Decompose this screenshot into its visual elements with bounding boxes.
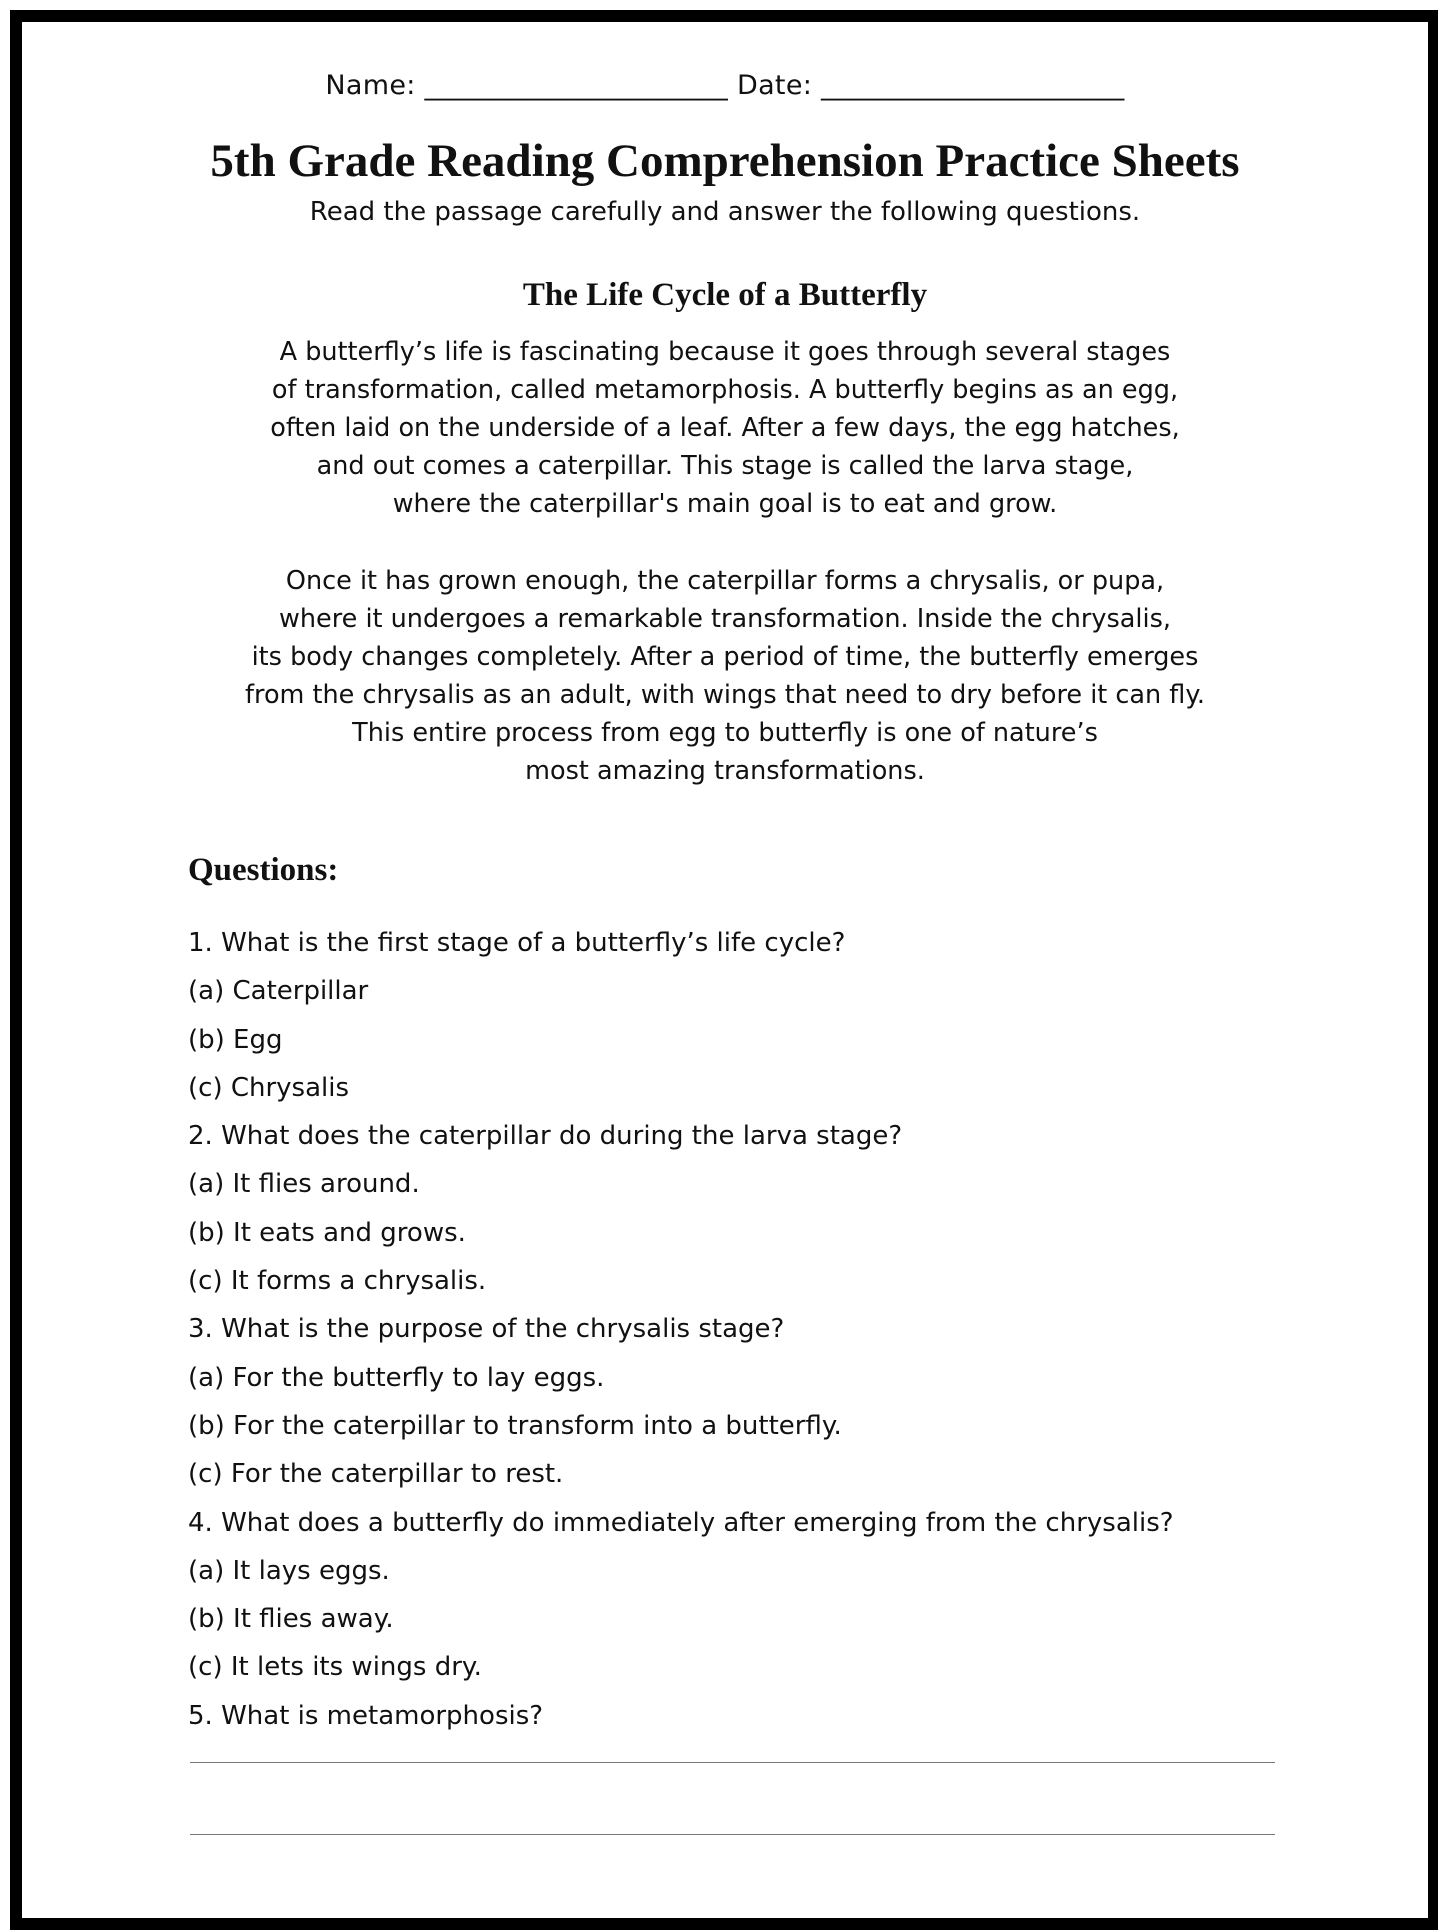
passage-title: The Life Cycle of a Butterfly	[522, 277, 928, 313]
answer-writing-line[interactable]	[190, 1762, 1275, 1763]
answer-option: (a) It lays eggs.	[188, 1555, 390, 1586]
answer-option: (a) For the butterfly to lay eggs.	[188, 1362, 605, 1393]
passage-line: where it undergoes a remarkable transformation. Inside the chrysalis,	[279, 604, 1171, 634]
answer-option: (a) Caterpillar	[188, 976, 369, 1007]
answer-option: (a) It flies around.	[188, 1169, 420, 1200]
question-5: 5. What is metamorphosis?	[188, 1700, 544, 1731]
passage-paragraph-1	[22, 333, 1428, 523]
passage-line: most amazing transformations.	[525, 756, 925, 786]
answer-option: (b) Egg	[188, 1024, 283, 1055]
answer-option: (b) It flies away.	[188, 1604, 394, 1635]
answer-option: (c) It lets its wings dry.	[188, 1652, 482, 1683]
passage-line: often laid on the underside of a leaf. After a few days, the egg hatches,	[270, 413, 1180, 443]
passage-line: of transformation, called metamorphosis. A butterfly begins as an egg,	[271, 375, 1179, 405]
passage-line: A butterfly’s life is fascinating because it goes through several stages	[279, 337, 1171, 367]
name-date-line: Name: ______________________ Date: ______________________	[325, 70, 1125, 101]
passage-line: its body changes completely. After a period of time, the butterfly emerges	[251, 642, 1199, 672]
answer-option: (c) It forms a chrysalis.	[188, 1266, 487, 1297]
answer-writing-line[interactable]	[190, 1834, 1275, 1835]
questions-list	[188, 919, 1174, 1740]
questions-heading: Questions:	[188, 852, 339, 888]
question-1: 1. What is the first stage of a butterfly’s life cycle?	[188, 928, 846, 958]
question-4: 4. What does a butterfly do immediately after emerging from the chrysalis?	[188, 1507, 1174, 1538]
page-title: 5th Grade Reading Comprehension Practice Sheets	[210, 135, 1240, 187]
answer-option: (b) It eats and grows.	[188, 1217, 466, 1248]
answer-option: (b) For the caterpillar to transform into a butterfly.	[188, 1410, 842, 1441]
passage-line: This entire process from egg to butterfly is one of nature’s	[352, 718, 1098, 748]
passage-line: Once it has grown enough, the caterpillar forms a chrysalis, or pupa,	[285, 566, 1165, 596]
answer-option: (c) Chrysalis	[188, 1072, 350, 1103]
passage-line: where the caterpillar's main goal is to eat and grow.	[392, 489, 1058, 519]
passage-line: from the chrysalis as an adult, with wings that need to dry before it can fly.	[245, 680, 1205, 710]
question-3: 3. What is the purpose of the chrysalis stage?	[188, 1314, 785, 1345]
passage-line: and out comes a caterpillar. This stage is called the larva stage,	[316, 451, 1134, 481]
answer-option: (c) For the caterpillar to rest.	[188, 1459, 564, 1490]
instructions: Read the passage carefully and answer the following questions.	[309, 197, 1141, 227]
question-2: 2. What does the caterpillar do during the larva stage?	[188, 1121, 903, 1152]
passage-paragraph-2	[22, 562, 1428, 790]
worksheet-page	[10, 10, 1438, 1930]
